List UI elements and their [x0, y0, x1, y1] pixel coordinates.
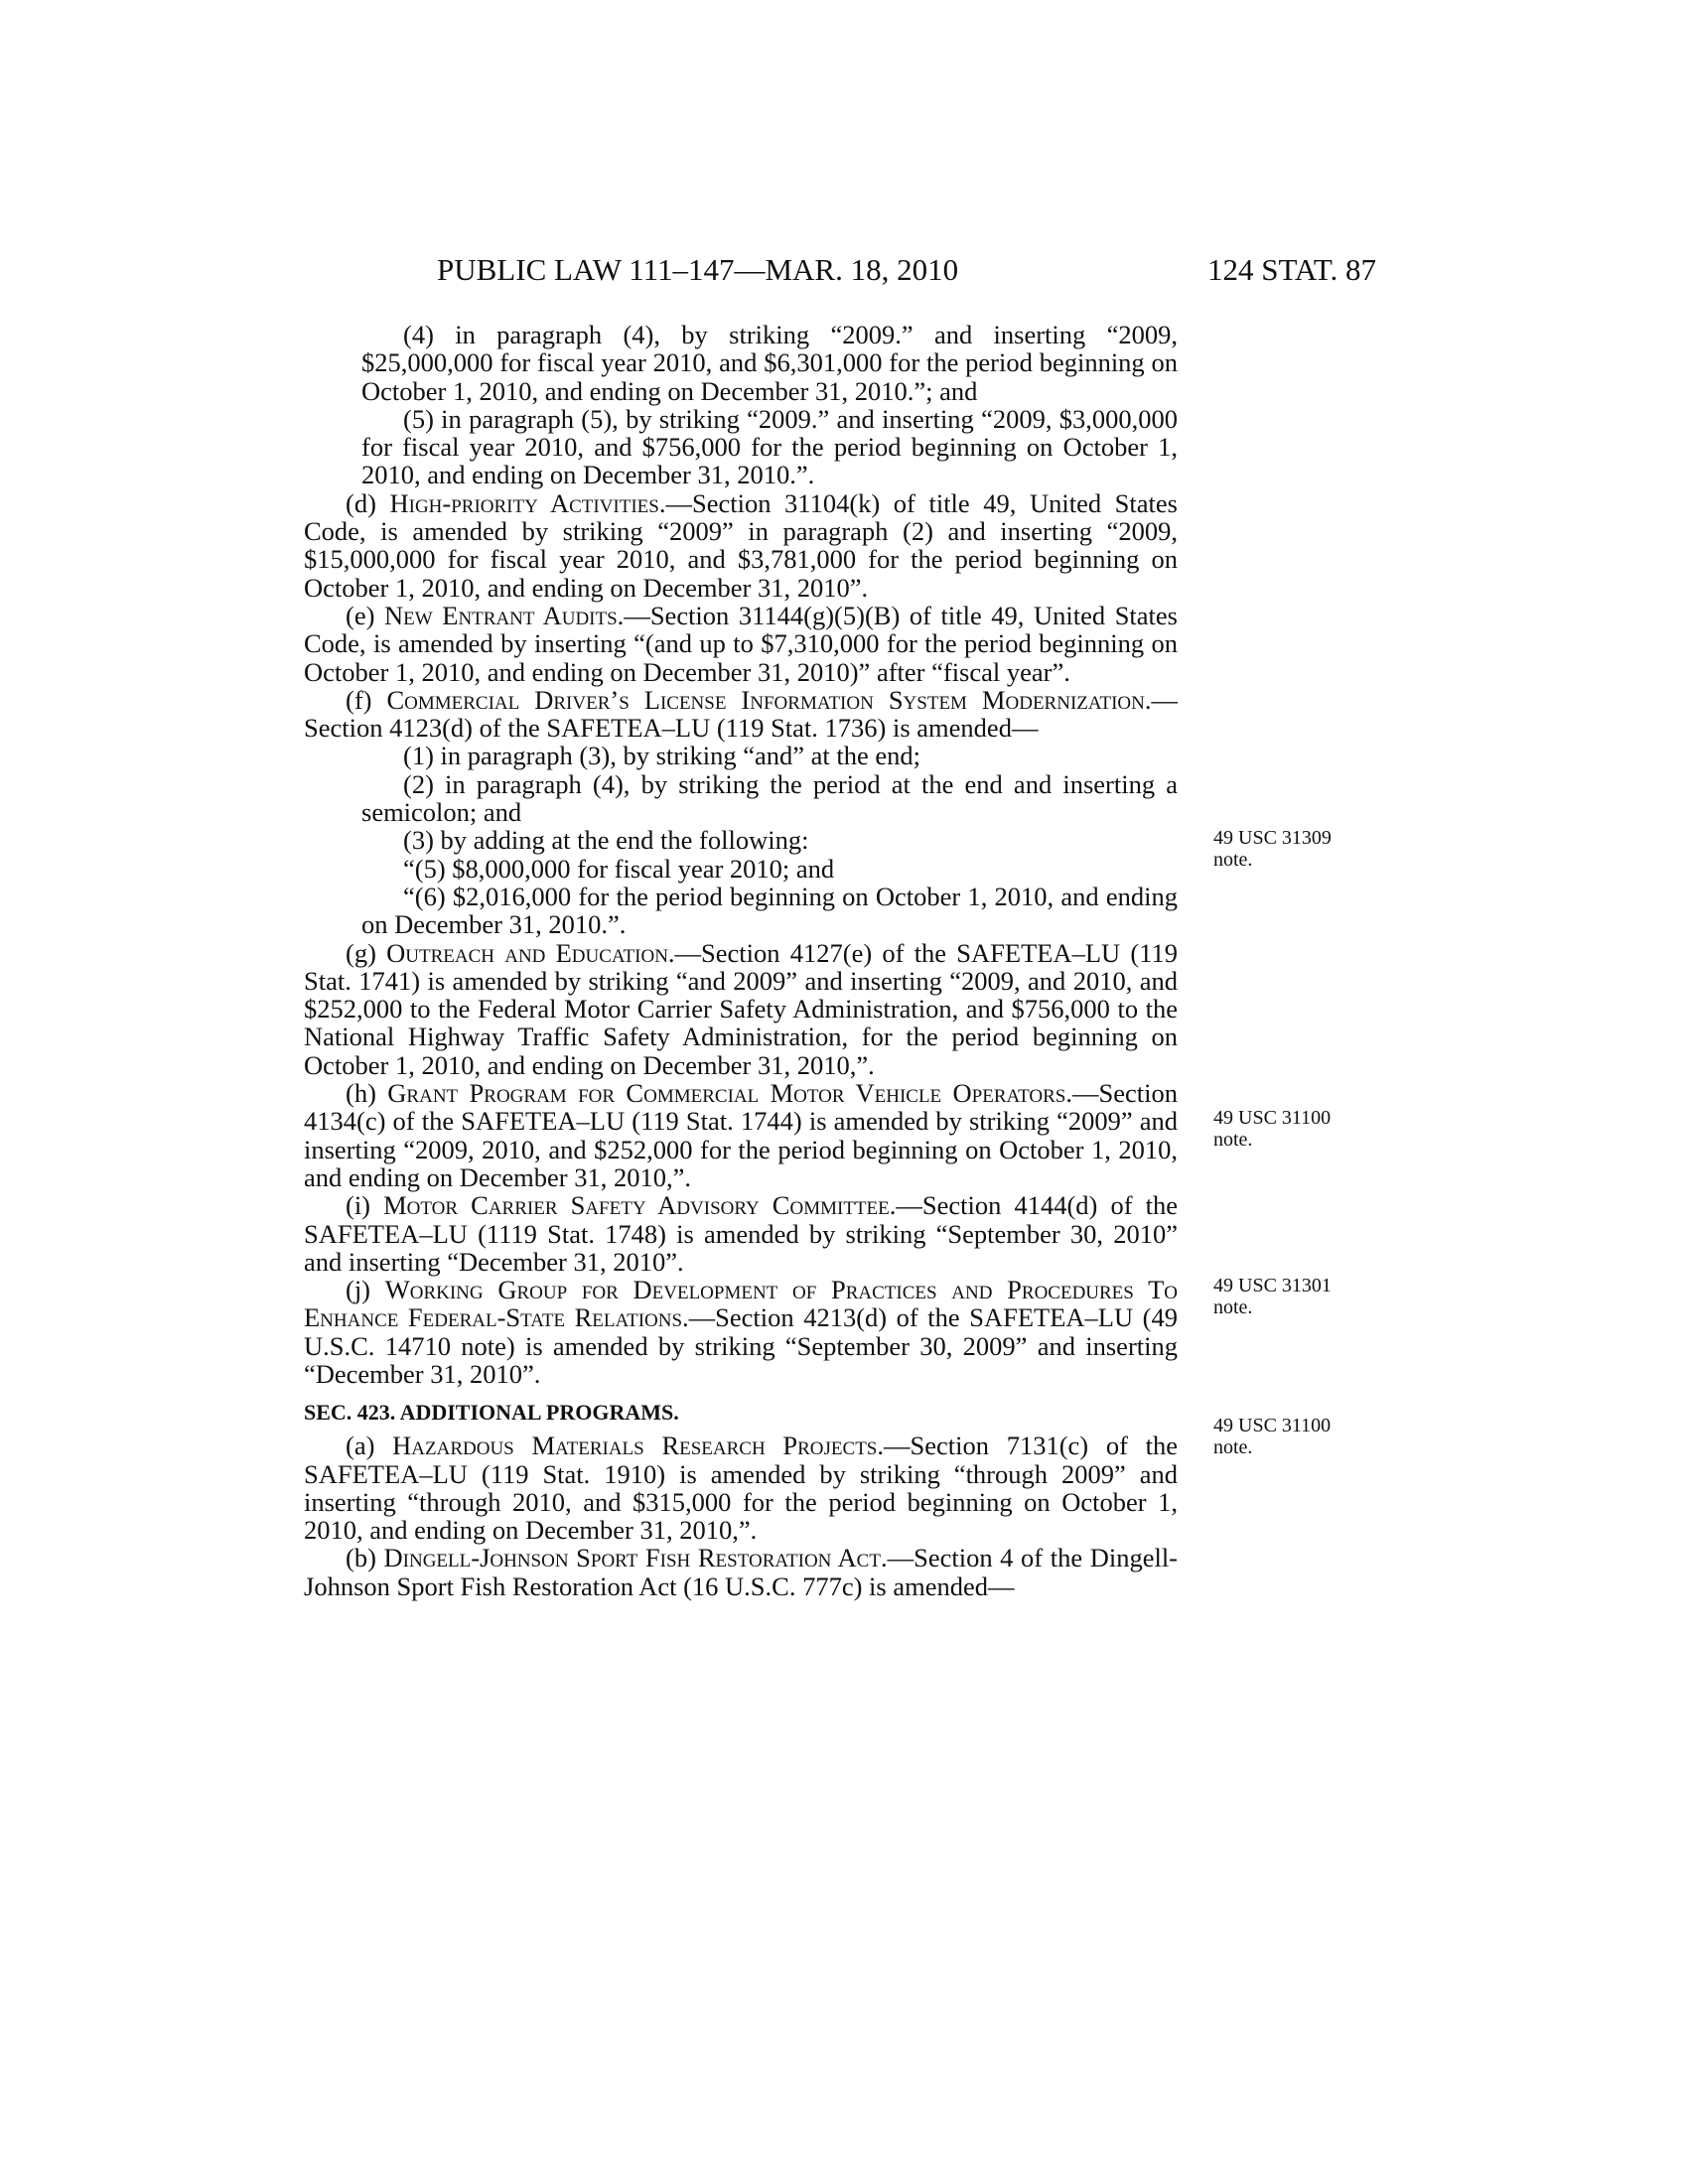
- subsection-text: —Section 4213(d) of the SAFETEA–LU (49 U.S.C. 14710 note) is amended by striking “September 30, 2009” and inserting “December 31, 2010”.: [304, 1302, 1178, 1389]
- subsection-f-item-2: (2) in paragraph (4), by striking the period at the end and inserting a semicolon; and: [361, 768, 1178, 828]
- subsection-b: [304, 1544, 1178, 1600]
- subsection-heading: Grant Program for Commercial Motor Vehicle Operators.: [387, 1078, 1072, 1109]
- subsection-f-item-3: (3) by adding at the end the following:: [403, 825, 809, 856]
- page-header: [437, 252, 1376, 292]
- subsection-g: [304, 939, 1178, 1079]
- margin-note-citation: 49 USC 31100: [1213, 1107, 1332, 1129]
- paragraph-4: (4) in paragraph (4), by striking “2009.” and inserting “2009, $25,000,000 for fiscal year 2010, and $6,301,000 for the period beginning on October 1, 2010, and ending on December 31, 2010.”; and: [361, 320, 1178, 406]
- subsection-h: [304, 1079, 1178, 1191]
- subsection-j: [304, 1276, 1178, 1388]
- subsection-label: (b): [346, 1543, 384, 1573]
- margin-note-g: [1213, 1107, 1331, 1151]
- subsection-text: —Section 31104(k) of title 49, United States Code, is amended by striking “2009” in paragraph (2) and inserting “2009, $15,000,000 for fiscal year 2010, and $3,781,000 for the period beginning on October 1, 2010, and ending on December 31, 2010”.: [304, 487, 1178, 603]
- subsection-label: (i): [346, 1190, 384, 1221]
- page-title: PUBLIC LAW 111–147—MAR. 18, 2010: [437, 252, 959, 287]
- subsection-heading: New Entrant Audits.: [384, 600, 625, 630]
- margin-note-f: [1213, 827, 1332, 871]
- subsection-text: —Section 4144(d) of the SAFETEA–LU (1119 Stat. 1748) is amended by striking “September 30, 2010” and inserting “December 31, 2010”.: [304, 1190, 1178, 1277]
- subsection-text: —Section 4123(d) of the SAFETEA–LU (119 Stat. 1736) is amended—: [304, 684, 1178, 744]
- margin-note-citation: 49 USC 31309: [1213, 827, 1332, 849]
- subsection-heading: High-priority Activities.: [389, 487, 666, 518]
- subsection-label: (g): [346, 937, 387, 968]
- subsection-i: [304, 1191, 1178, 1276]
- subsection-text: —Section 4134(c) of the SAFETEA–LU (119 Stat. 1744) is amended by striking “2009” and inserting “2009, 2010, and $252,000 for the period beginning on October 1, 2010, and ending on December 31, 2010,”.: [304, 1078, 1178, 1192]
- statute-page-number: 124 STAT. 87: [1206, 252, 1376, 287]
- margin-note-citation: 49 USC 31301: [1213, 1275, 1332, 1297]
- subsection-f-item-1: (1) in paragraph (3), by striking “and” at the end;: [403, 741, 920, 771]
- subsection-label: (j): [346, 1275, 385, 1305]
- subsection-text: —Section 4 of the Dingell-Johnson Sport Fish Restoration Act (16 U.S.C. 777c) is amended—: [304, 1543, 1178, 1601]
- subsection-label: (e): [346, 600, 384, 630]
- subsection-e: [304, 602, 1178, 686]
- subsection-heading: Hazardous Materials Research Projects.: [392, 1431, 885, 1461]
- subsection-f: [304, 686, 1178, 743]
- section-heading: SEC. 423. ADDITIONAL PROGRAMS.: [304, 1400, 679, 1426]
- subsection-heading: Commercial Driver’s License Information System Modernization.: [386, 684, 1152, 715]
- margin-note-label: note.: [1213, 1129, 1253, 1151]
- subsection-text: —Section 31144(g)(5)(B) of title 49, United States Code, is amended by inserting “(and up to $7,310,000 for the period beginning on October 1, 2010, and ending on December 31, 2010)” after “fiscal year”.: [304, 600, 1178, 687]
- subsection-f-item-4: “(5) $8,000,000 for fiscal year 2010; and: [403, 853, 835, 884]
- subsection-heading: Motor Carrier Safety Advisory Committee.: [383, 1190, 897, 1221]
- subsection-label: (a): [346, 1431, 393, 1461]
- subsection-label: (h): [346, 1078, 388, 1109]
- margin-note-i: [1213, 1415, 1331, 1458]
- margin-note-label: note.: [1213, 1297, 1253, 1318]
- paragraph-5: (5) in paragraph (5), by striking “2009.” and inserting “2009, $3,000,000 for fiscal year 2010, and $756,000 for the period beginning on October 1, 2010, and ending on December 31, 2010.”.: [361, 403, 1178, 490]
- margin-note-h: [1213, 1275, 1332, 1318]
- subsection-f-item-5: “(6) $2,016,000 for the period beginning on October 1, 2010, and ending on December 31, 2010.”.: [361, 881, 1178, 940]
- margin-note-label: note.: [1213, 849, 1253, 871]
- subsection-heading: Working Group for Development of Practices and Procedures To Enhance Federal-State Relations.: [304, 1275, 1178, 1333]
- subsection-text: —Section 4127(e) of the SAFETEA–LU (119 Stat. 1741) is amended by striking “and 2009” and inserting “2009, and 2010, and $252,000 to the Federal Motor Carrier Safety Administration, and $756,000 to the National Highway Traffic Safety Administration, for the period beginning on October 1, 2010, and ending on December 31, 2010,”.: [304, 937, 1179, 1080]
- subsection-a: [304, 1432, 1178, 1544]
- subsection-heading: Dingell-Johnson Sport Fish Restoration Act.: [383, 1543, 888, 1573]
- subsection-label: (f): [346, 684, 387, 715]
- margin-note-label: note.: [1213, 1436, 1253, 1458]
- subsection-heading: Outreach and Education.: [386, 937, 675, 968]
- subsection-d: [304, 489, 1178, 602]
- margin-note-citation: 49 USC 31100: [1213, 1415, 1332, 1436]
- subsection-text: —Section 7131(c) of the SAFETEA–LU (119 Stat. 1910) is amended by striking “through 2009” and inserting “through 2010, and $315,000 for the period beginning on October 1, 2010, and ending on December 31, 2010,”.: [304, 1431, 1179, 1546]
- subsection-label: (d): [346, 487, 390, 518]
- document-body: [304, 321, 1178, 1600]
